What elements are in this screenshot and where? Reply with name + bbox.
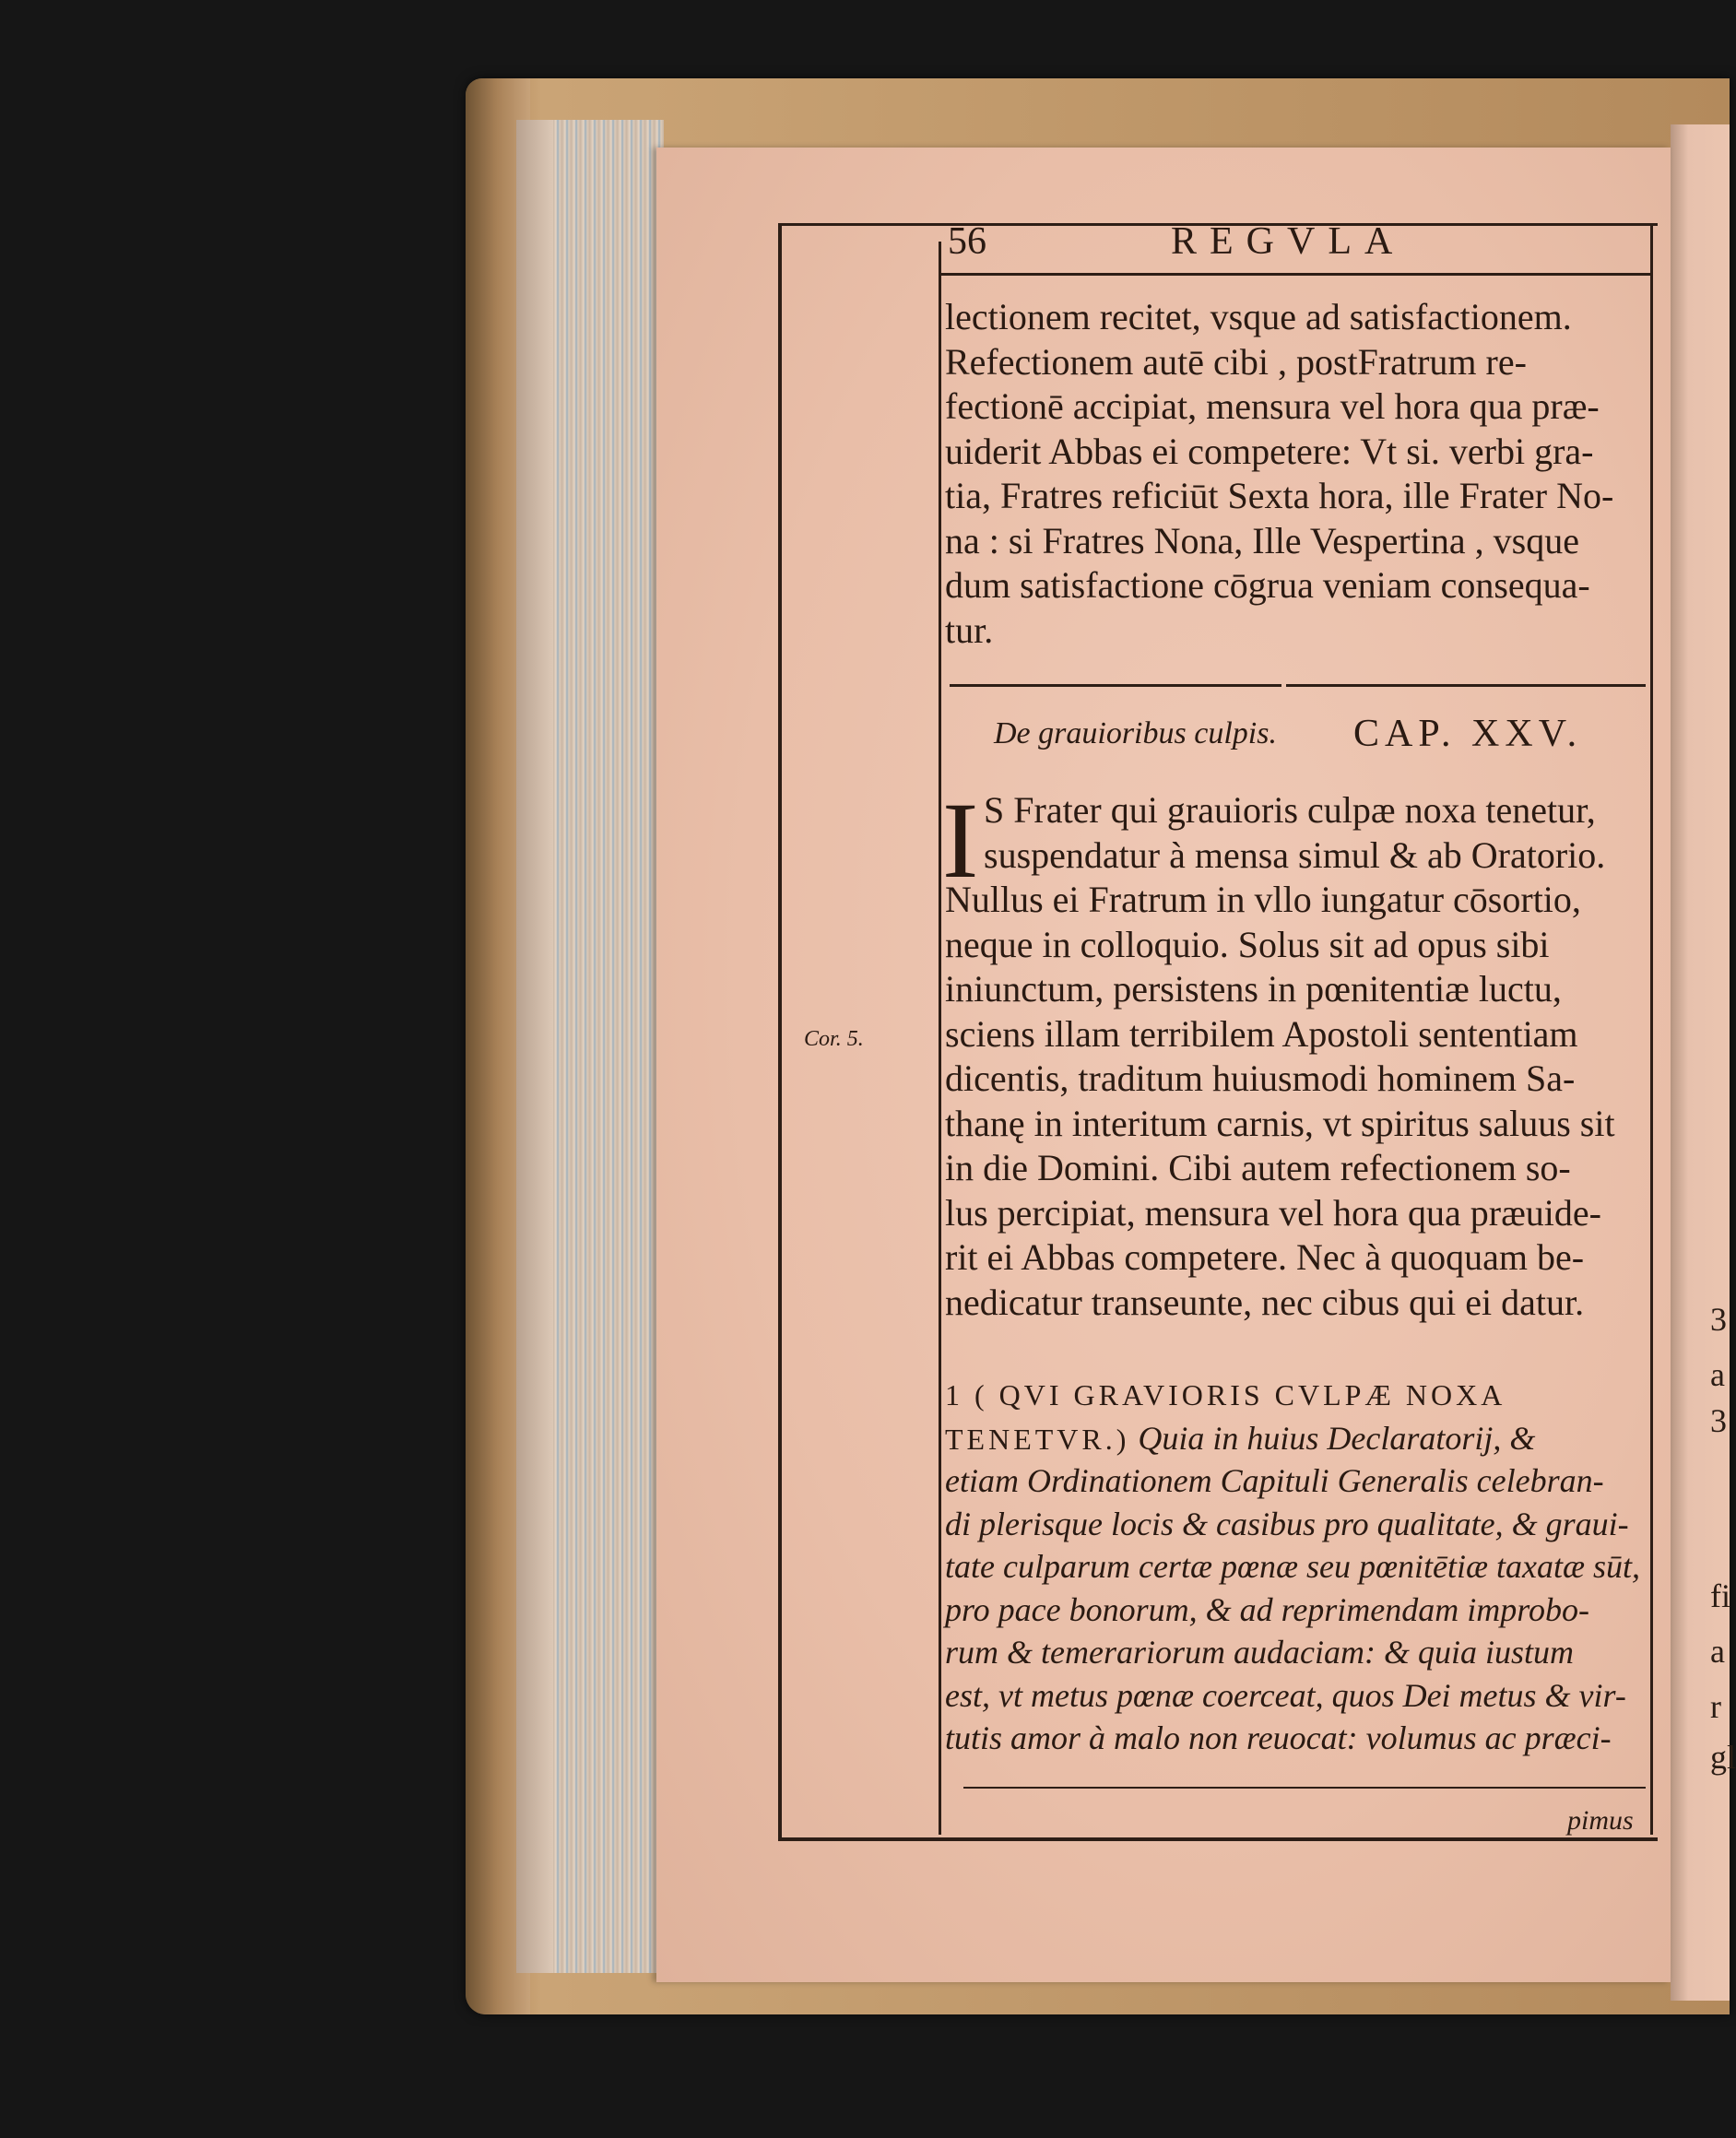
page-number: 56 [948, 220, 986, 263]
facing-page-fragment: fi [1710, 1577, 1730, 1614]
facing-page-fragment: a [1710, 1633, 1725, 1670]
text-line: na : si Fratres Nona, Ille Vespertina , vsque [945, 519, 1579, 561]
text-line: thanę in interitum carnis, vt spiritus saluus sit [945, 1102, 1615, 1144]
catchword: pimus [1567, 1805, 1634, 1836]
text-line: tutis amor à malo non reuocat: volumus ac præci- [945, 1719, 1612, 1756]
chapter-title: De grauioribus culpis. [994, 716, 1277, 750]
chapter-number: CAP. XXV. [1353, 713, 1583, 755]
text-line: iniunctum, persistens in pœnitentiæ luctu, [945, 968, 1562, 1010]
facing-page-fragment: gl [1710, 1739, 1736, 1776]
text-line: sciens illam terribilem Apostoli sententiam [945, 1012, 1578, 1055]
header-rule [940, 273, 1650, 276]
text-line: neque in colloquio. Solus sit ad opus sibi [945, 923, 1550, 965]
text-line: rit ei Abbas competere. Nec à quoquam be- [945, 1236, 1585, 1278]
text-line: dicentis, traditum huiusmodi hominem Sa- [945, 1057, 1576, 1099]
section-rule-right [1286, 684, 1646, 687]
chapter-text-block [945, 788, 1615, 1325]
text-line: nedicatur transeunte, nec cibus qui ei datur. [945, 1281, 1585, 1323]
footer-rule [963, 1787, 1646, 1789]
drop-cap: I [942, 780, 979, 901]
commentary-lead-end: TENETVR.) [945, 1422, 1130, 1456]
commentary-block [945, 1374, 1640, 1760]
facing-page-fragment: a [1710, 1356, 1725, 1393]
top-text-block [945, 295, 1613, 653]
text-line: pro pace bonorum, & ad reprimendam improbo- [945, 1590, 1589, 1628]
text-line [945, 1417, 1640, 1460]
text-line: tate culparum certæ pœnæ seu pœnitētiæ taxatæ sūt, [945, 1548, 1640, 1585]
text-line: lus percipiat, mensura vel hora qua præuide- [945, 1191, 1601, 1234]
facing-page-fragment: 3 [1710, 1301, 1727, 1338]
text-line: Nullus ei Fratrum in vllo iungatur cōsortio, [945, 879, 1581, 920]
commentary-lead: 1 ( QVI GRAVIORIS CVLPÆ NOXA [945, 1378, 1506, 1412]
text-line: est, vt metus pœnæ coerceat, quos Dei metus & vir- [945, 1676, 1626, 1714]
text-line: etiam Ordinationem Capituli Generalis celebran- [945, 1462, 1604, 1499]
text-line: tia, Fratres reficiūt Sexta hora, ille Frater No- [945, 475, 1614, 516]
text-line: uiderit Abbas ei competere: Vt si. verbi gra- [945, 430, 1594, 472]
text-line: dum satisfactione cōgrua veniam consequa- [945, 564, 1590, 606]
text-line: rum & temerariorum audaciam: & quia iustum [945, 1634, 1574, 1671]
facing-page-fragment: r [1710, 1688, 1721, 1725]
text-line: in die Domini. Cibi autem refectionem so- [945, 1147, 1571, 1188]
margin-divider [939, 242, 941, 1835]
running-head: REGVLA [1171, 220, 1406, 263]
text-line: lectionem recitet, vsque ad satisfactionem. [945, 296, 1572, 337]
text-line: di plerisque locis & casibus pro qualitate, & graui- [945, 1505, 1629, 1542]
section-rule-left [950, 684, 1281, 687]
text-line: fectionē accipiat, mensura vel hora qua præ- [945, 385, 1600, 427]
page-frame-right [1650, 223, 1653, 1835]
text-line: Refectionem autē cibi , postFratrum re- [945, 340, 1527, 383]
facing-page-fragment: 3 [1710, 1402, 1727, 1439]
page-block-shadow [516, 120, 553, 1973]
text-line: suspendatur à mensa simul & ab Oratorio. [984, 833, 1606, 876]
text-line: S Frater qui grauioris culpæ noxa tenetur, [984, 789, 1596, 831]
margin-note: Cor. 5. [804, 1027, 864, 1051]
text-line: tur. [945, 608, 994, 651]
commentary-line-rest: Quia in huius Declaratorij, & [1138, 1419, 1536, 1457]
